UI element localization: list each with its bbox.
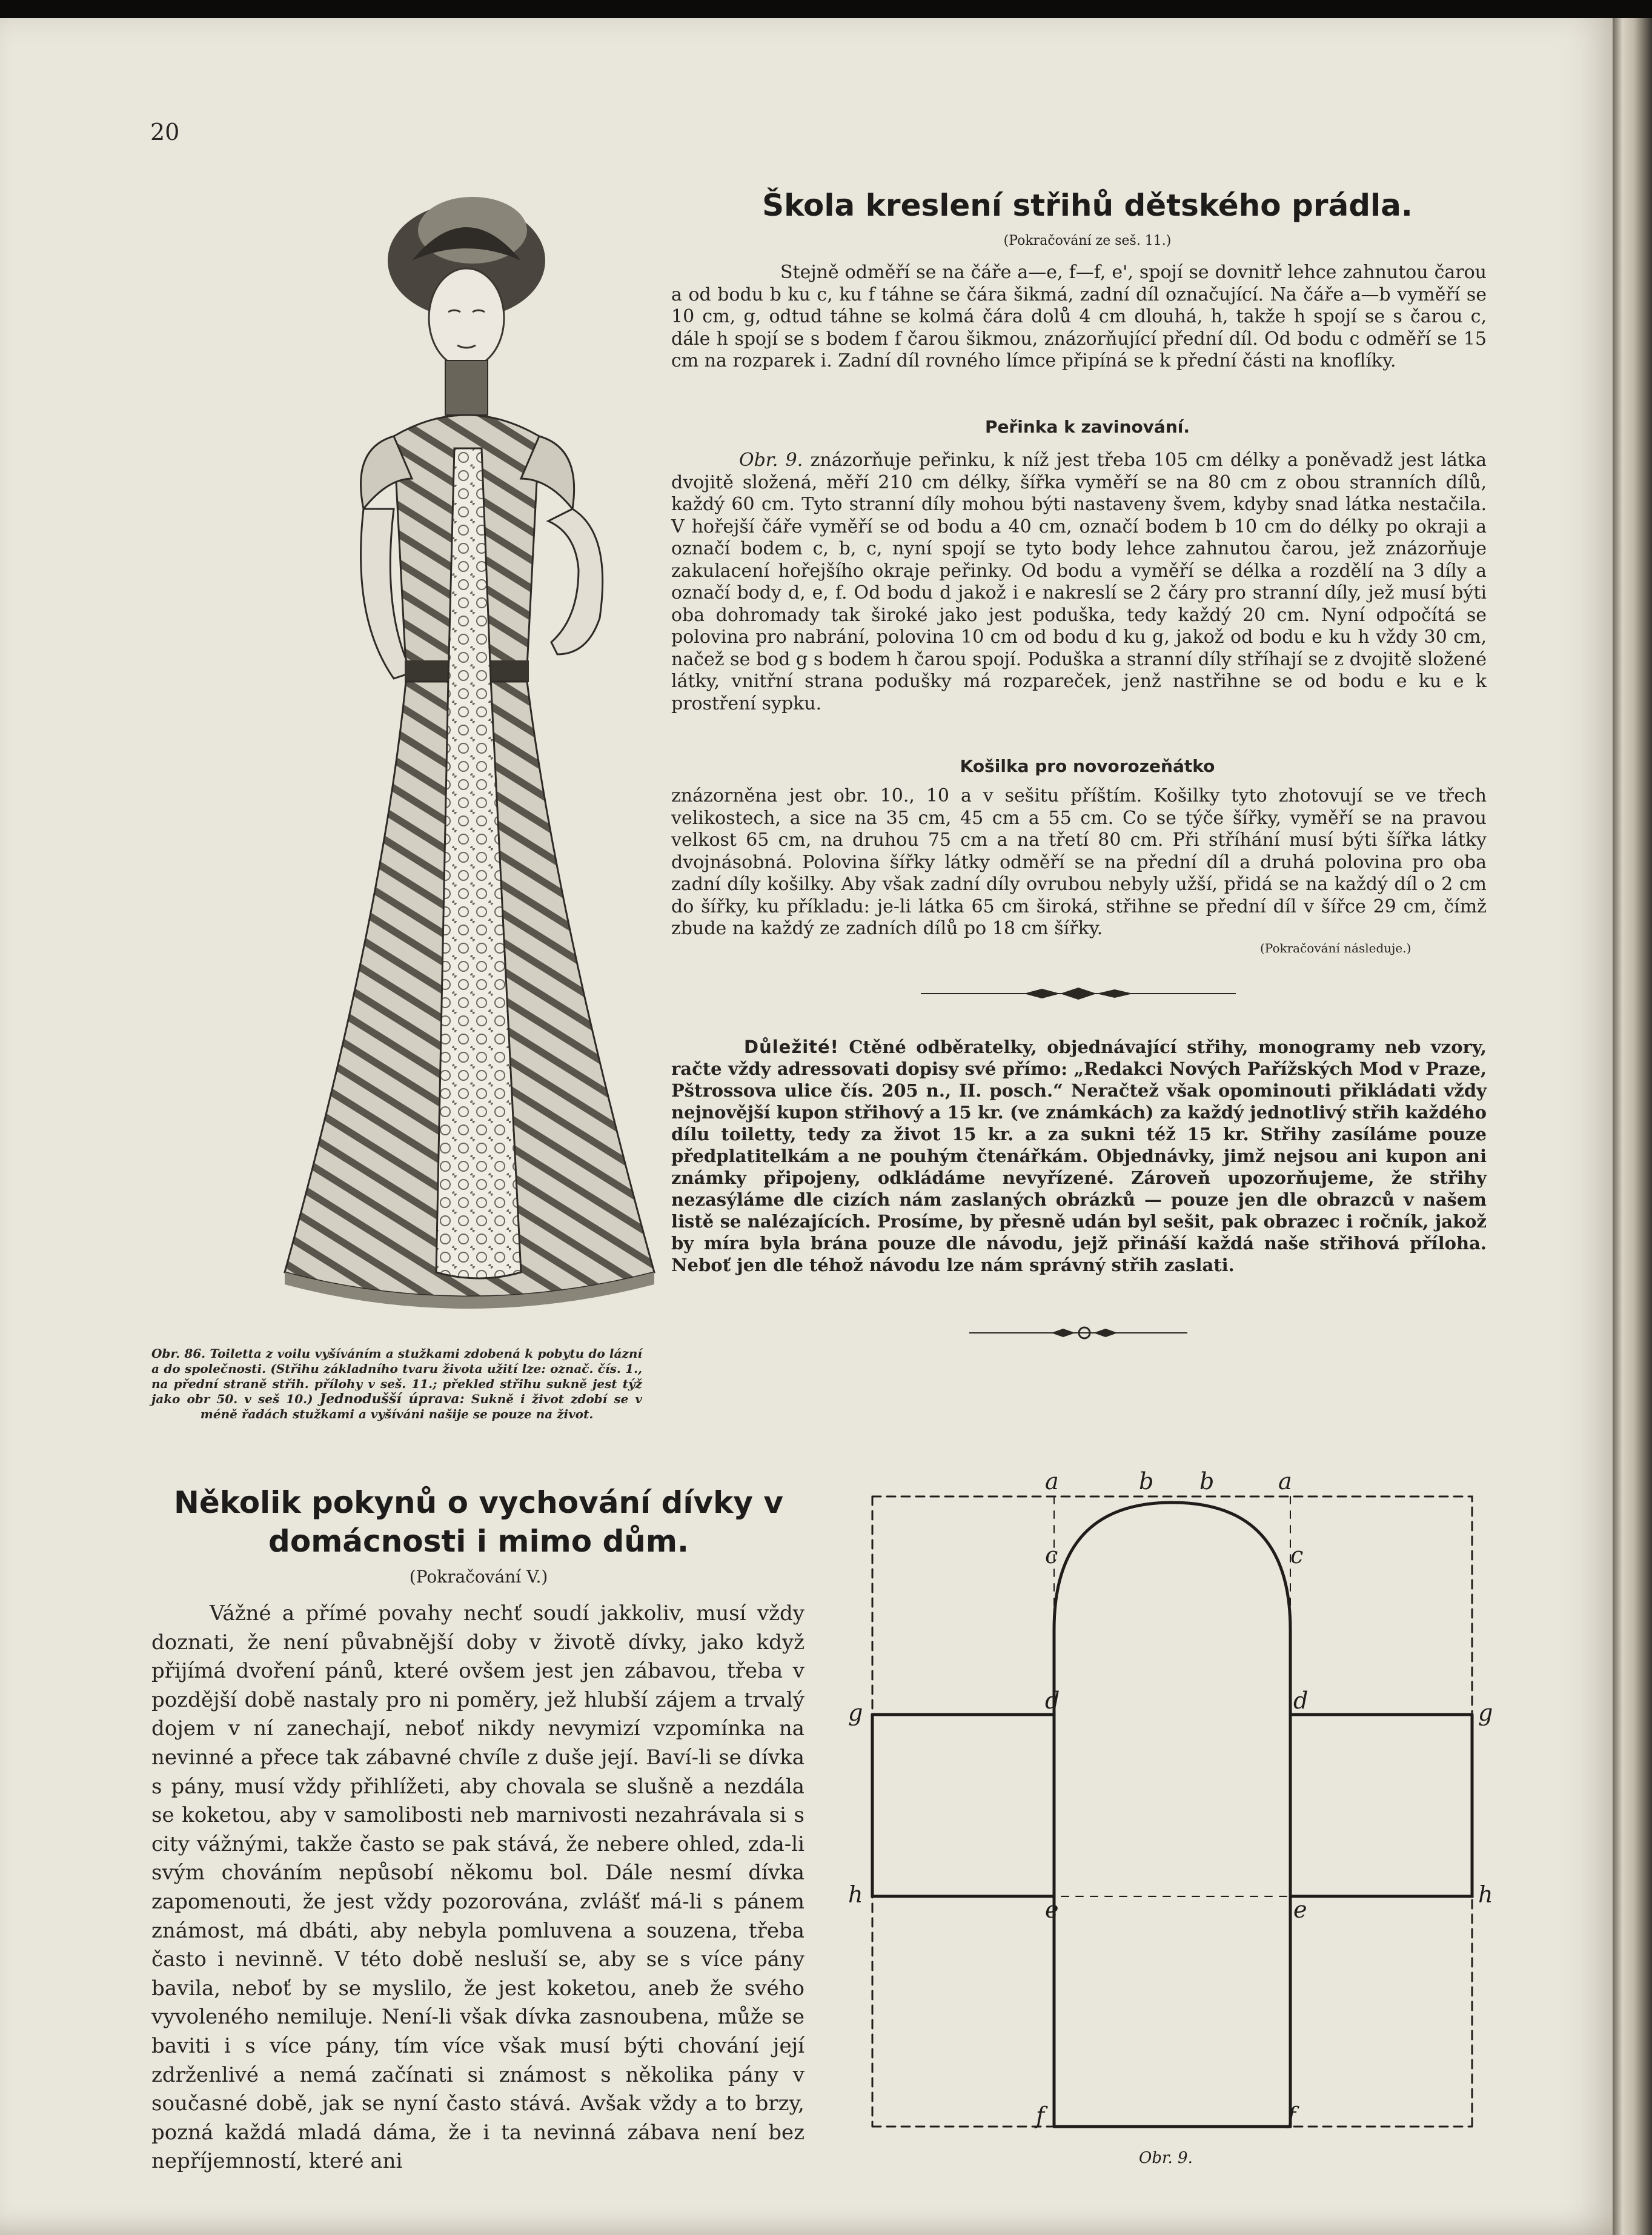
figure86-caption (151, 1346, 642, 1422)
article1-continued-note: (Pokračování ze seš. 11.) (1003, 233, 1172, 248)
figure86-variant-text: Sukně i život zdobí se v méně řadách stužkami a vyšíváni našije se pouze na život. (200, 1392, 643, 1421)
page-binding-edge (1613, 18, 1652, 2235)
diagram-point-b-right: b (1199, 1468, 1215, 1495)
figure86-variant-lead: Jednodušší úprava: (319, 1391, 465, 1407)
diagram-point-f-left: f (1036, 2102, 1045, 2129)
article2-title: Několik pokynů o vychování dívky v domácnosti i mimo dům. (174, 1485, 783, 1559)
diagram-point-e-right: e (1293, 1896, 1307, 1923)
diagram-point-c-left: c (1045, 1542, 1058, 1569)
diagram-point-c-right: c (1290, 1542, 1304, 1569)
section-body-kosilka: znázorněna jest obr. 10., 10 a v sešitu příštím. Košilky tyto zhotovují se ve třech velikostech, a sice na 35 cm, 45 cm a 55 cm. Co se týče šířky, vyměří se na pravou velkost 65 cm, na druhou 75 cm a na třetí 80 cm. Při stříhání musí býti šířka látky dvojnásobná. Polovina šířky látky odměří se na přední díl a druhá polovina pro oba zadní díly košilky. Aby však zadní díly ovrubou nebyly užší, přidá se na každý díl o 2 cm do šířky, ku příkladu: je-li látka 65 cm široká, střihne se přední díl v šířce 29 cm, čímž zbude na každý ze zadních dílů po 18 cm šířky. (671, 785, 1487, 939)
section-heading-perinka: Peřinka k zavinování. (984, 417, 1190, 437)
diagram-point-d-right: d (1293, 1687, 1309, 1714)
article1-continued-next: (Pokračování následuje.) (1260, 941, 1411, 955)
section-body-perinka-text: znázorňuje peřinku, k níž jest třeba 105 cm délky a poněvadž jest látka dvojitě složená, měří 210 cm délky, šířka vyměří se na 80 cm z obou stranních dílů, každý 60 cm. Tyto stranní díly mohou býti nastaveny švem, kdyby snad látka nestačila. V hořejší čáře vyměří se od bodu a 40 cm, označí bodem b 10 cm do délky po okraji a označí bodem c, b, c, nyní spojí se tyto body lehce zahnutou čarou, jež znázorňuje zakulacení hořejšího okraje peřinky. Od bodu a vyměří se délka a rozdělí na 3 díly a označí body d, e, f. Od bodu d jakož i e nakreslí se 2 čáry pro stranní díly, jež musí býti oba dohromady tak široké jako jest poduška, tedy každý 20 cm. Nyní odpočítá se polovina pro nabrání, polovina 10 cm od bodu d ku g, jakož od bodu e ku h vždy 30 cm, načež se bod g s bodem h čarou spojí. Poduška a stranní díly stříhají se z dvojitě složené látky, vnitřní strana podušky má rozpareček, jenž nastřihne se od bodu e ku e k prostření sypku. (671, 450, 1487, 714)
diagram-point-d-left: d (1045, 1687, 1060, 1714)
article2-body: Vážné a přímé povahy nechť soudí jakkoliv, musí vždy doznati, že není půvabnější doby v životě dívky, jako když přijímá dvoření pánů, které ovšem jest jen zábavou, třeba v pozdější době nastaly pro ni poměry, jež hlubší zájem a trvalý dojem v ní zanechají, neboť nikdy nevymizí vzpomínka na nevinné a přece tak zábavné chvíle z duše její. Baví-li se dívka s pány, musí vždy přihlížeti, aby chovala se slušně a nezdála se koketou, aby v samolibosti neb marnivosti nezahrávala si s city vážnými, takže často se pak stává, že nebere ohled, zda-li svým chováním nepůsobí někomu bol. Dále nesmí dívka zapomenouti, že jest vždy pozorována, zvlášť má-li s pánem známost, má dbáti, aby nebyla pomluvena a souzena, třeba často i nevinně. V této době nesluší se, aby se s více pány bavila, neboť by se myslilo, že jest koketou, aneb že svého vyvoleného nemiluje. Není-li však dívka zasnoubena, může se baviti i s více pány, tím více však musí býti chování její zdrženlivé a nemá začínati si známost s několika pány v současné době, jak se nyní často stává. Avšak vždy a to brzy, pozná každá mladá dáma, že i ta nevinná zábava není bez nepříjemností, které ani (151, 1601, 804, 2174)
diagram-point-a-right: a (1278, 1468, 1292, 1495)
page-number: 20 (150, 119, 180, 145)
diagram-point-a-left: a (1045, 1468, 1059, 1495)
notice-body: Ctěné odběratelky, objednávající střihy, monogramy neb vzory, račte vždy adressovati dopisy své přímo: „Redakci Nových Pařížských Mod v Praze, Pštrossova ulice čís. 205 n., II. posch.“ Neračtež však opominouti přikládati vždy nejnovější kupon střihový a 15 kr. (ve známkách) za každý jednotlivý střih každého dílu toiletty, tedy za život 15 kr. a za sukni též 15 kr. Střihy zasíláme pouze předplatitelkám a ne pouhým čtenářkám. Objednávky, jimž nejsou ani kupon ani známky připojeny, odkládáme nevyřízené. Zároveň upozorňujeme, že střihy nezasýláme dle cizích nám zaslaných obrázků — pouze jen dle obrazců v našem listě se nalézajících. Prosíme, by přesně udán byl sešit, pak obrazec i ročník, jakož by míra byla brána pouze dle návodu, jejž přináší každá naše střihová příloha. Neboť jen dle téhož návodu lze nám správný střih zaslati. (671, 1037, 1487, 1275)
perinka-pattern-diagram (836, 1460, 1514, 2187)
ornament-divider (921, 981, 1236, 1006)
notice-block (671, 1036, 1487, 1276)
notice-lead: Důležité! (744, 1037, 839, 1057)
diagram-point-g-left: g (848, 1699, 863, 1726)
figure86-caption-text: Obr. 86. Toiletta z voilu vyšíváním a stužkami zdobená k pobytu do lázní a do společnosti. (Střihu základního tvaru života užití lze: označ. čís. 1., na přední straně střih. přílohy v seš. 11.; překled střihu sukně jest týž jako obr 50. v seš 10.) (151, 1346, 642, 1406)
diagram-point-f-right: f (1287, 2102, 1296, 2129)
diagram-point-g-right: g (1478, 1699, 1493, 1726)
section-heading-kosilka: Košilka pro novorozeňátko (960, 756, 1215, 776)
diagram-point-h-left: h (848, 1881, 863, 1908)
diagram-point-h-right: h (1478, 1881, 1493, 1908)
article1-title: Škola kreslení střihů dětského prádla. (762, 188, 1413, 223)
figure-reference: Obr. 9. (739, 450, 803, 471)
article2-continued-note: (Pokračování V.) (409, 1567, 548, 1587)
figure9-label: Obr. 9. (1139, 2149, 1193, 2167)
ornament-divider-small (969, 1321, 1187, 1345)
toilette-fashion-illustration (273, 194, 666, 1327)
scan-top-border (0, 0, 1652, 18)
diagram-point-e-left: e (1045, 1896, 1059, 1923)
article1-paragraph1: Stejně odměří se na čáře a—e, f—f, e', spojí se dovnitř lehce zahnutou čarou a od bodu b ku c, ku f táhne se čára šikmá, zadní díl označující. Na čáře a—b vyměří se 10 cm, g, odtud táhne se kolmá čára dolů 4 cm dlouhá, h, takže h spojí se s čarou c, dále h spojí se s bodem f čarou šikmou, znázorňující přední díl. Od bodu c odměří se 15 cm na rozparek i. Zadní díl rovného límce připíná se k přední části na knoflíky. (671, 262, 1487, 371)
section-body-perinka (671, 450, 1487, 715)
diagram-point-b-left: b (1139, 1468, 1154, 1495)
